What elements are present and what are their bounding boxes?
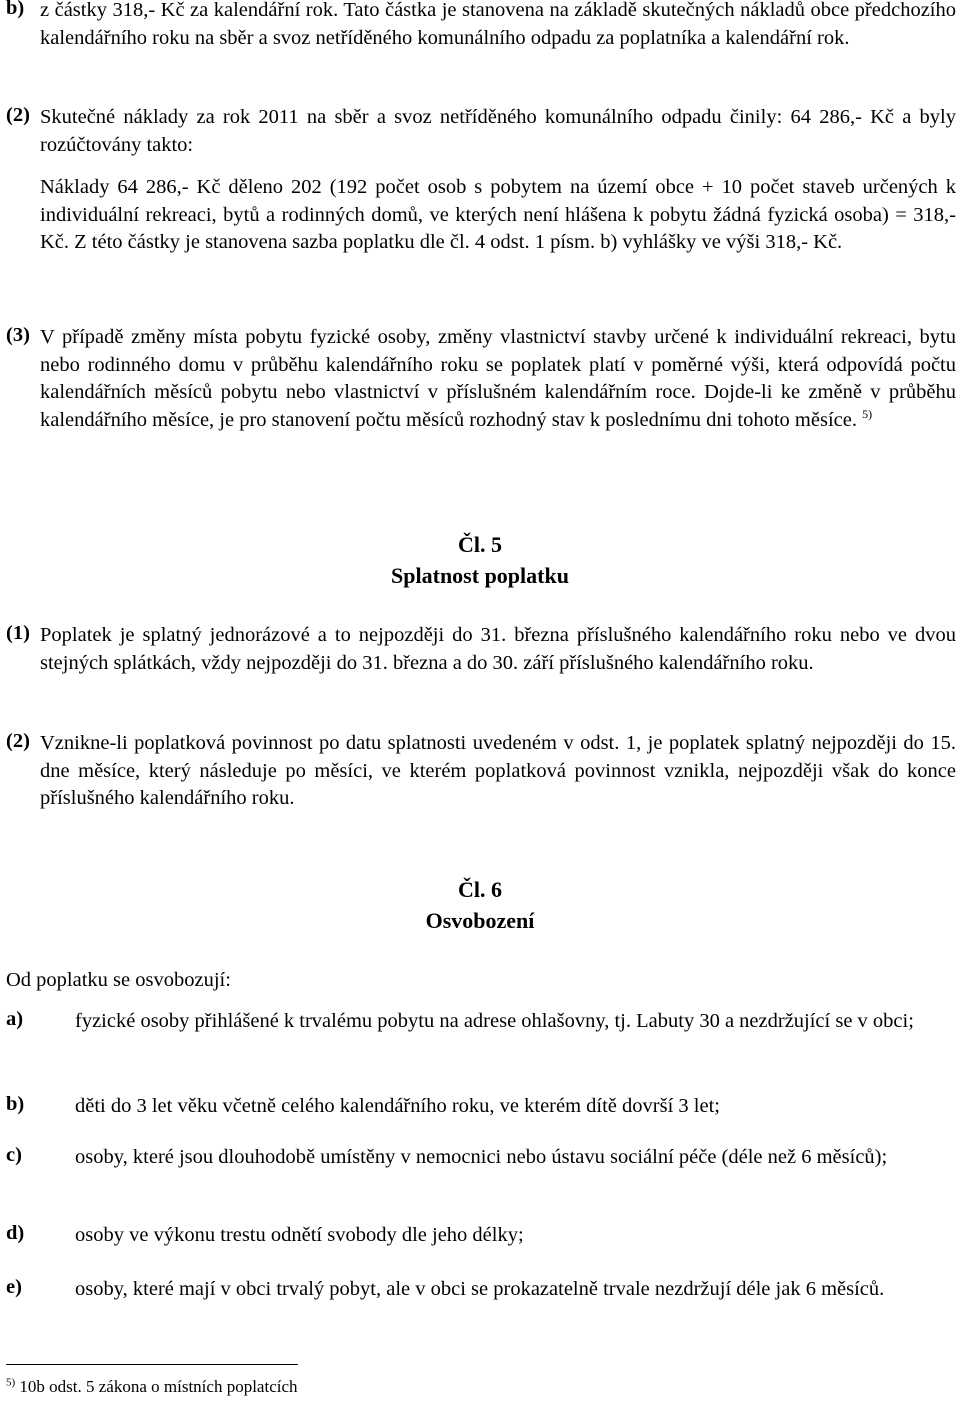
cl6-item-e-text: osoby, které mají v obci trvalý pobyt, ale v obci se prokazatelně trvale nezdržují déle jak 6 měsíců. (75, 1278, 885, 1300)
p2-text: Skutečné náklady za rok 2011 na sběr a svoz netříděného komunálního odpadu činily: 64 286,- Kč a byly rozúčtovány takto: (40, 106, 956, 156)
cl6-intro: Od poplatku se osvobozují: (6, 969, 231, 991)
cl6-item-b-text: děti do 3 let věku včetně celého kalendářního roku, ve kterém dítě dovrší 3 let; (75, 1095, 720, 1117)
cl6-item-c-label: c) (6, 1144, 22, 1166)
cl5-item1-text: Poplatek je splatný jednorázové a to nejpozději do 31. března příslušného kalendářního roku nebo ve dvou stejných splátkách, vždy nejpozději do 31. března a do 30. září příslušného kalendářního roku. (40, 624, 956, 674)
cl6-item-d-text: osoby ve výkonu trestu odnětí svobody dle jeho délky; (75, 1224, 524, 1246)
cl6-item-a-label: a) (6, 1008, 24, 1030)
footnote-text: 10b odst. 5 zákona o místních poplatcích (19, 1377, 298, 1396)
cl6-number: Čl. 6 (458, 877, 502, 902)
cl5-item2-label: (2) (6, 730, 30, 752)
cl5-item1-label: (1) (6, 622, 30, 644)
cl6-item-b-label: b) (6, 1093, 25, 1115)
cl6-title: Osvobození (425, 908, 535, 933)
cl6-item-a-text: fyzické osoby přihlášené k trvalému pobytu na adrese ohlašovny, tj. Labuty 30 a nezdržující se v obci; (75, 1010, 914, 1032)
footnote (6, 1377, 298, 1397)
cl5-number: Čl. 5 (458, 532, 502, 557)
footnote-mark: 5) (6, 1376, 16, 1389)
footnote-ref: 5) (862, 406, 873, 421)
item-label-b-top: b) (6, 0, 25, 19)
cl6-item-c-text: osoby, které jsou dlouhodobě umístěny v nemocnici nebo ústavu sociální péče (déle než 6 měsíců); (75, 1146, 888, 1168)
p3-body: V případě změny místa pobytu fyzické osoby, změny vlastnictví stavby určené k individuální rekreaci, bytu nebo rodinného domu v průběhu kalendářního roku se poplatek platí v poměrné výši, která odpovídá počtu kalendářních měsíců pobytu nebo vlastnictví v příslušném kalendářním roce. Dojde-li ke změně v průběhu kalendářního měsíce, je pro stanovení počtu měsíců rozhodný stav k poslednímu dni tohoto měsíce. (40, 326, 956, 431)
p3-label: (3) (6, 324, 30, 346)
p3-text (40, 324, 956, 434)
footnote-separator (6, 1364, 298, 1365)
top-paragraph: z částky 318,- Kč za kalendářní rok. Tato částka je stanovena na základě skutečných nákladů obce předchozího kalendářního roku na sběr a svoz netříděného komunálního odpadu za poplatníka a kalendářní rok. (40, 0, 956, 49)
cl6-item-e-label: e) (6, 1276, 22, 1298)
p2-calculation: Náklady 64 286,- Kč děleno 202 (192 počet osob s pobytem na území obce + 10 počet staveb určených k individuální rekreaci, bytů a rodinných domů, ve kterých není hlášena k pobytu žádná fyzická osoba) = 318,- Kč. Z této částky je stanovena sazba poplatku dle čl. 4 odst. 1 písm. b) vyhlášky ve výši 318,- Kč. (40, 176, 956, 253)
cl5-item2-text: Vznikne-li poplatková povinnost po datu splatnosti uvedeném v odst. 1, je poplatek splatný nejpozději do 15. dne měsíce, který následuje po měsíci, ve kterém poplatková povinnost vznikla, nejpozději však do konce příslušného kalendářního roku. (40, 732, 956, 809)
cl5-title: Splatnost poplatku (391, 563, 569, 588)
p2-label: (2) (6, 104, 30, 126)
cl6-item-d-label: d) (6, 1222, 25, 1244)
